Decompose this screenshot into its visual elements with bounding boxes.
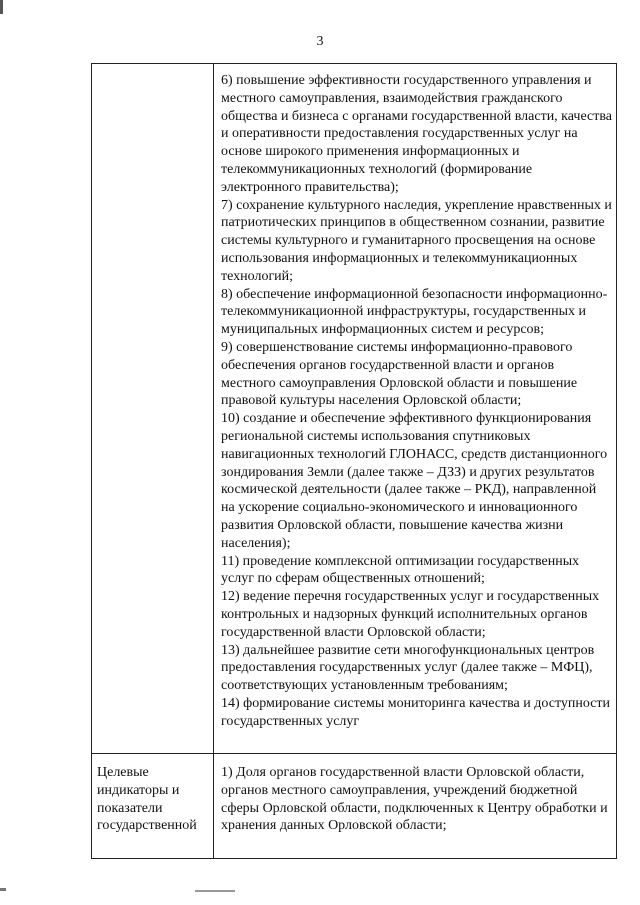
scan-artifact-bottom-left: [0, 888, 6, 891]
indicator-item-1: 1) Доля органов государственной власти Орловской области, органов местного самоуправления, учреждений бюджетной сферы Орловской области, подключенных к Центру обработки и хранения данных Орловской области;: [221, 765, 608, 834]
program-passport-table: [91, 63, 617, 859]
table-row-indicators: [92, 754, 617, 859]
goals-cell: [214, 64, 617, 754]
row-label-cell: [92, 64, 214, 754]
indicators-cell: [214, 754, 617, 859]
footer-rule: [195, 890, 235, 892]
goal-item-8: 8) обеспечение информационной безопасности информационно-телекоммуникационной инфраструктуры, государственных и муниципальных информационных систем и ресурсов;: [221, 286, 608, 338]
goal-item-6: 6) повышение эффективности государственного управления и местного самоуправления, взаимодействия гражданского общества и бизнеса с органами государственной власти, качества и оперативности предоставления государственных услуг на основе широкого применения информационных и телекоммуникационных технологий (формирование электронного правительства);: [221, 73, 613, 195]
goal-item-12: 12) ведение перечня государственных услуг и государственных контрольных и надзорных функций исполнительных органов государственной власти Орловской области;: [221, 589, 600, 640]
table-row-goals: [92, 64, 617, 754]
page-number: 3: [316, 34, 324, 49]
scan-artifact-top: [0, 0, 3, 14]
goal-item-7: 7) сохранение культурного наследия, укрепление нравственных и патриотических принципов в общественном сознании, развитие системы культурного и гуманитарного просвещения на основе использования информационных и телекоммуникационных технологий;: [221, 197, 612, 284]
goal-item-10: 10) создание и обеспечение эффективного функционирования региональной системы использования спутниковых навигационных технологий ГЛОНАСС, средств дистанционного зондирования Земли (далее также – ДЗЗ) и других результатов космической деятельности (далее также – РКД), направленной на ускорение социально-экономического и инновационного развития Орловской области, повышение качества жизни населения);: [221, 411, 608, 551]
goal-item-11: 11) проведение комплексной оптимизации государственных услуг по сферам общественных отношений;: [221, 553, 580, 587]
goal-item-14: 14) формирование системы мониторинга качества и доступности государственных услуг: [221, 695, 611, 729]
goal-item-13: 13) дальнейшее развитие сети многофункциональных центров предоставления государственных услуг (далее также – МФЦ), соответствующих установленным требованиям;: [221, 642, 595, 694]
goal-item-9: 9) совершенствование системы информационно-правового обеспечения органов государственной власти и органов местного самоуправления Орловской области и повышение правовой культуры населения Орловской области;: [221, 339, 578, 409]
indicators-label-cell: Целевые индикаторы и показатели государственной: [92, 754, 214, 859]
